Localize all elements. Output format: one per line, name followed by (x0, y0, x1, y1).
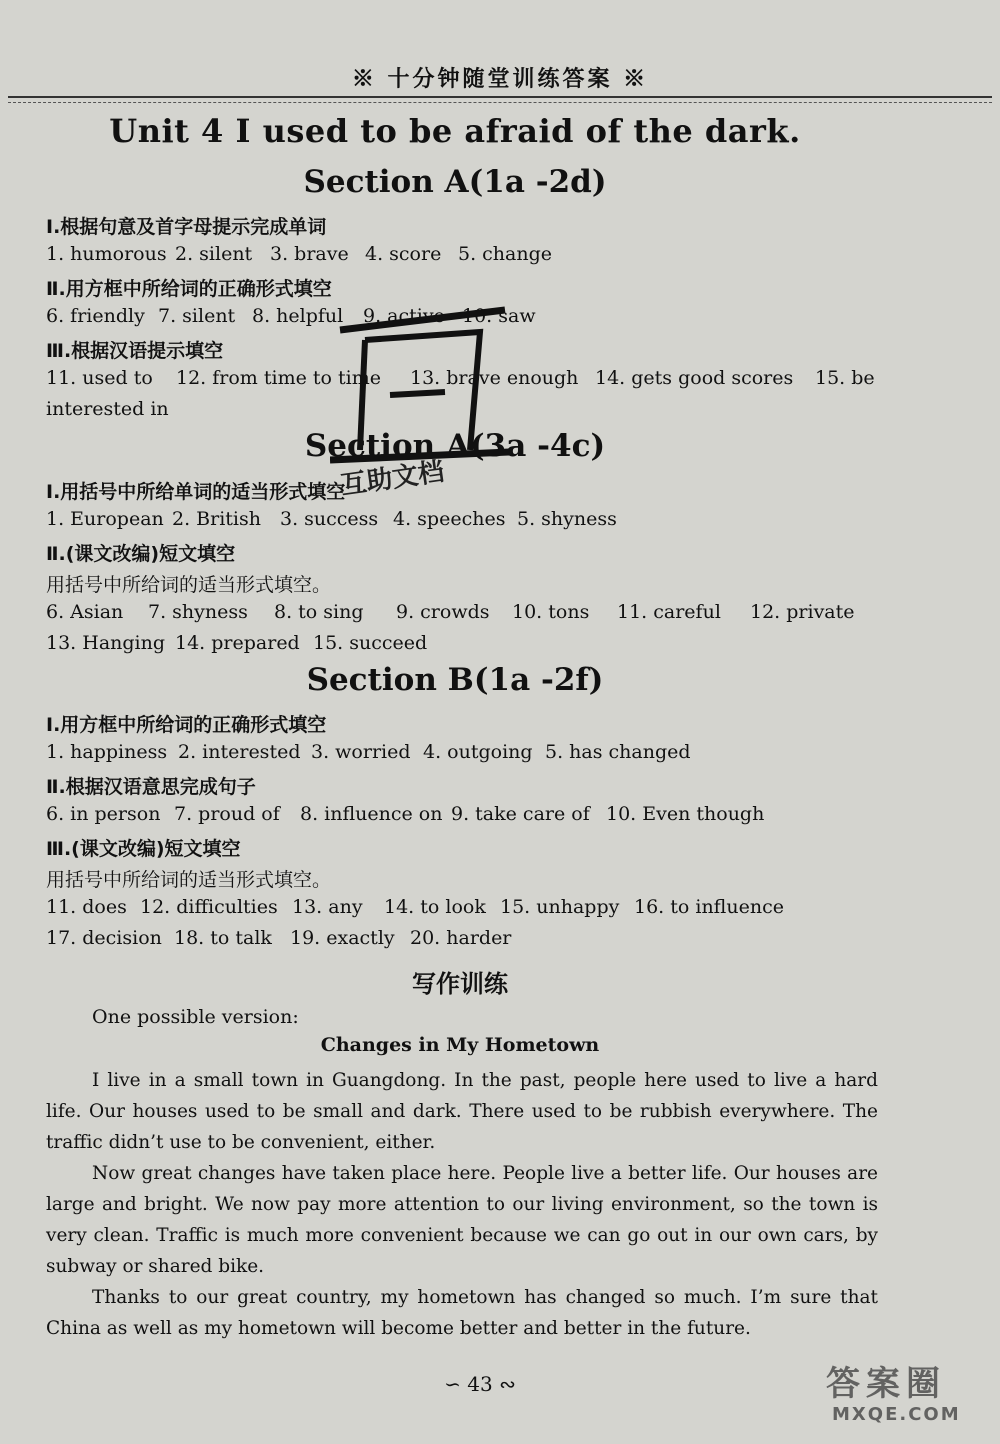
answer: 7. proud of (174, 803, 280, 825)
answer: 14. to look (384, 896, 486, 918)
answer: 6. Asian (46, 601, 124, 623)
answer: 12. private (750, 601, 855, 623)
answer: 11. careful (617, 601, 721, 623)
section-a2-q2-heading: Ⅱ.(课文改编)短文填空 (46, 543, 236, 565)
answer: 2. British (172, 508, 261, 530)
section-a2-q1-heading: Ⅰ.用括号中所给单词的适当形式填空 (46, 481, 346, 503)
answer: 10. tons (512, 601, 590, 623)
section-b-title: Section B(1a -2f) (306, 662, 604, 698)
answer: 8. to sing (274, 601, 364, 623)
answer: 20. harder (410, 927, 512, 949)
answer: 1. happiness (46, 741, 168, 763)
watermark-logo: 答案圈 MXQE.COM (826, 1364, 961, 1425)
answer: 10. Even though (606, 803, 765, 825)
ornament-right-icon: ∾ (499, 1372, 516, 1396)
answer: 9. crowds (396, 601, 490, 623)
essay-body (46, 1065, 878, 1344)
answer: 17. decision (46, 927, 162, 949)
section-a1-q1-heading: Ⅰ.根据句意及首字母提示完成单词 (46, 216, 327, 238)
answer: 13. Hanging (46, 632, 166, 654)
answer: 9. take care of (451, 803, 590, 825)
section-a1-q2-heading: Ⅱ.用方框中所给词的正确形式填空 (46, 278, 332, 300)
page-number: ∽ 43 ∾ (444, 1372, 516, 1396)
answer: 7. shyness (148, 601, 248, 623)
answer: 19. exactly (290, 927, 395, 949)
answer: 3. brave (270, 243, 349, 265)
answer: interested in (46, 398, 169, 420)
answer: 7. silent (158, 305, 236, 327)
answer: 6. friendly (46, 305, 145, 327)
answer: 5. shyness (517, 508, 617, 530)
section-b-q3-heading: Ⅲ.(课文改编)短文填空 (46, 838, 241, 860)
essay-paragraph: Thanks to our great country, my hometown has changed so much. I’m sure that China as well as my hometown will become better and better in the future. (46, 1287, 878, 1339)
writing-title: 写作训练 (412, 970, 508, 998)
unit-title: Unit 4 I used to be afraid of the dark. (109, 112, 801, 150)
answer: 1. European (46, 508, 164, 530)
answer: 6. in person (46, 803, 161, 825)
header-divider (8, 96, 992, 103)
answer: 1. humorous (46, 243, 167, 265)
answer: 5. change (458, 243, 553, 265)
answer: 3. worried (311, 741, 411, 763)
answer: 3. success (280, 508, 379, 530)
section-a1-title: Section A(1a -2d) (303, 164, 607, 200)
answer: 15. unhappy (500, 896, 620, 918)
essay-paragraph: Now great changes have taken place here. People live a better life. Our houses are large and bright. We now pay more attention to our living environment, so the town is very clean. Traffic is much more convenient because we can go out in our own cars, by subway or shared bike. (46, 1163, 878, 1277)
answer: 14. gets good scores (595, 367, 794, 389)
answer: 5. has changed (545, 741, 691, 763)
answer: 15. be (815, 367, 875, 389)
section-b-q3-instruction: 用括号中所给词的适当形式填空。 (46, 869, 332, 891)
answer: 16. to influence (634, 896, 784, 918)
essay-title: Changes in My Hometown (320, 1034, 600, 1056)
answer: 14. prepared (175, 632, 300, 654)
answer: 2. interested (178, 741, 301, 763)
answer: 4. speeches (393, 508, 506, 530)
answer: 8. influence on (300, 803, 443, 825)
section-b-q2-heading: Ⅱ.根据汉语意思完成句子 (46, 776, 256, 798)
answer: 13. brave enough (410, 367, 579, 389)
writing-intro: One possible version: (92, 1006, 299, 1028)
answer: 13. any (292, 896, 363, 918)
section-a2-q2-instruction: 用括号中所给词的适当形式填空。 (46, 574, 332, 596)
section-a2-title: Section A(3a -4c) (304, 428, 606, 464)
answer: 18. to talk (174, 927, 272, 949)
answer: 11. does (46, 896, 127, 918)
section-b-q1-heading: Ⅰ.用方框中所给词的正确形式填空 (46, 714, 327, 736)
essay-paragraph: I live in a small town in Guangdong. In the past, people here used to live a hard life. Our houses used to be small and dark. There used to be rubbish everywhere. The traffic didn’t use to be convenient, either. (46, 1070, 878, 1153)
answer: 4. outgoing (423, 741, 533, 763)
ornament-left-icon: ∽ (444, 1372, 461, 1396)
answer: 11. used to (46, 367, 153, 389)
answer: 12. difficulties (140, 896, 278, 918)
stamp-text: 互助文档 (338, 456, 446, 502)
answer: 4. score (365, 243, 442, 265)
answer: 8. helpful (252, 305, 344, 327)
answer: 9. active (363, 305, 445, 327)
answer: 12. from time to time (176, 367, 381, 389)
answer: 10. saw (462, 305, 536, 327)
page-header: ※ 十分钟随堂训练答案 ※ (351, 66, 649, 92)
section-a1-q3-heading: Ⅲ.根据汉语提示填空 (46, 340, 224, 362)
answer: 15. succeed (313, 632, 428, 654)
answer: 2. silent (175, 243, 253, 265)
